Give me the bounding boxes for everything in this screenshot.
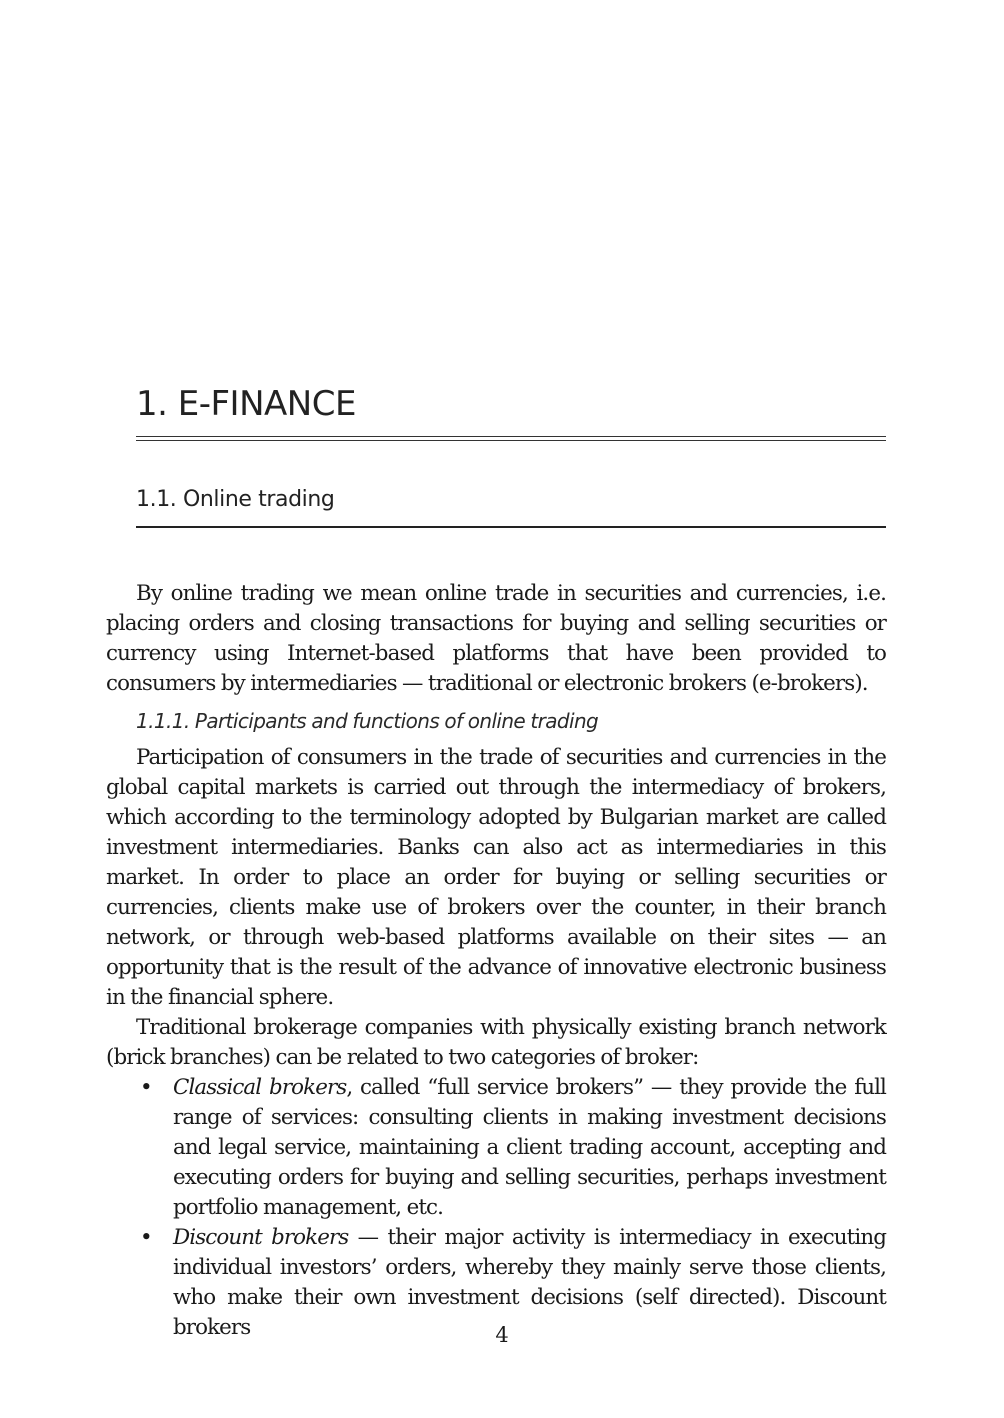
paragraph-intro: By online trading we mean online trade in securities and currencies, i.e. placing orders and closing transactions for buying and selling securities or currency using Internet-based platforms that have been provided to consumers by intermediaries — traditional or electronic brokers (e-brokers). [106,581,886,696]
broker-categories-list [106,1073,886,1343]
bullet-mark: • [140,1075,152,1100]
bullet-mark: • [140,1225,152,1250]
paragraph-participation: Participation of consumers in the trade of securities and currencies in the global capital markets is carried out through the intermediacy of brokers, which according to the terminology adopted by Bulgarian market are called investment intermediaries. Banks can also act as intermediaries in this market. In order to place an order for buying or selling securities or currencies, clients make use of brokers over the counter, in their branch network, or through web-based platforms available on their sites — an opportunity that is the result of the advance of innovative electronic business in the financial sphere. [106,745,886,1010]
section-title: 1.1. Online trading [136,487,335,512]
body-text [106,579,886,1343]
paragraph-traditional: Traditional brokerage companies with physically existing branch network (brick branches) can be related to two categories of broker: [106,1015,886,1070]
section-rule [136,526,886,528]
subsection-title: 1.1.1. Participants and functions of online trading [136,709,599,733]
page-number: 4 [495,1323,509,1347]
bullet-term: Classical brokers [173,1075,347,1100]
bullet-term: Discount brokers [173,1225,349,1250]
bullet-text: , called “full service brokers” — they provide the full range of services: consulting clients in making investment decisions and legal service, maintaining a client trading account, accepting and executing orders for buying and selling securities, perhaps investment portfolio management, etc. [173,1075,887,1220]
chapter-double-rule [136,436,886,441]
list-item [106,1073,886,1223]
chapter-title: 1. E-FINANCE [136,384,356,424]
bullet-text: — their major activity is intermediacy in executing individual investors’ orders, whereby they mainly serve those clients, who make their own investment decisions (self directed). Discount brokers [173,1225,886,1340]
